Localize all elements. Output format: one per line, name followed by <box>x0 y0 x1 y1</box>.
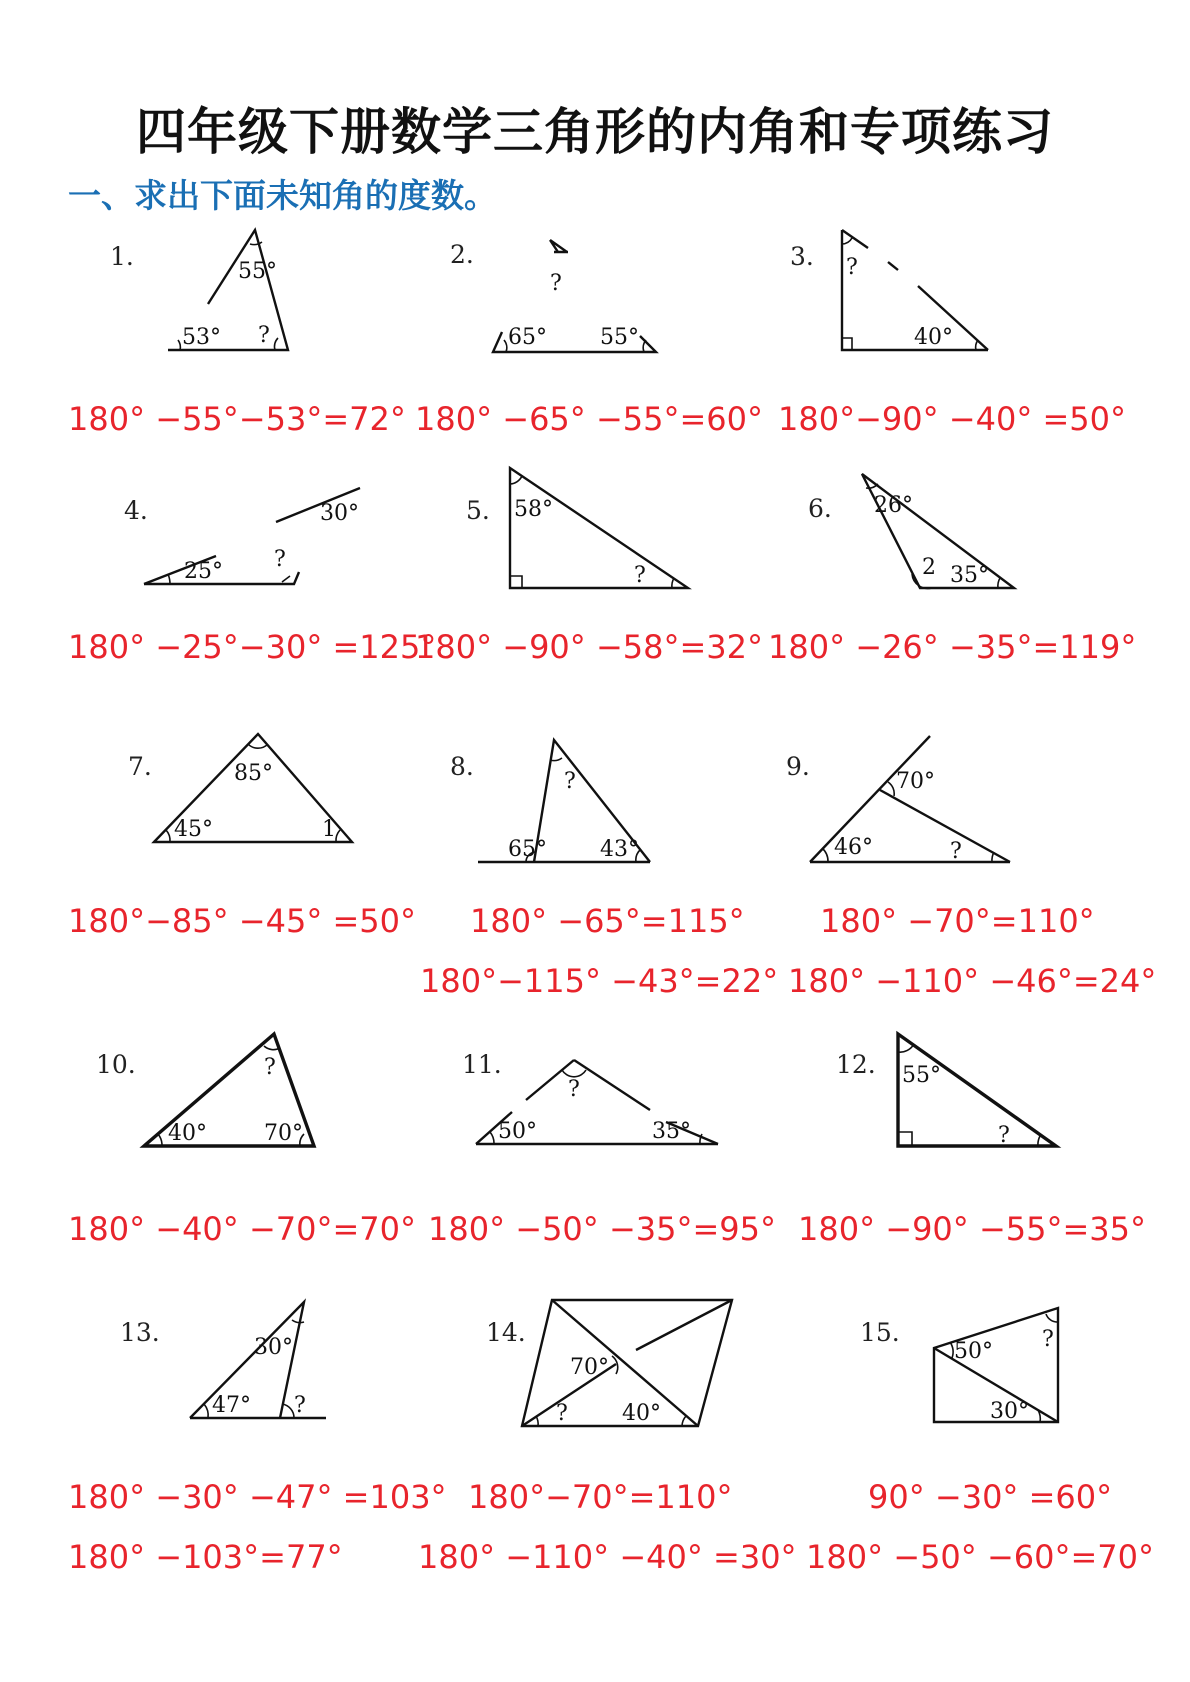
answer: 180° −110° −40° =30° <box>418 1538 797 1576</box>
angle-label: 65° <box>508 837 547 862</box>
triangle-figure <box>128 730 368 850</box>
problem-number: 10. <box>96 1050 136 1079</box>
angle-label: 53° <box>182 325 221 350</box>
answer: 180° −40° −70°=70° <box>68 1210 417 1248</box>
angle-label: ? <box>998 1123 1010 1148</box>
angle-label: 45° <box>174 817 213 842</box>
angle-label: ? <box>264 1055 276 1080</box>
angle-label: 46° <box>834 835 873 860</box>
triangle-figure <box>110 228 350 358</box>
problem-number: 4. <box>124 496 148 525</box>
angle-label: 65° <box>508 325 547 350</box>
answer: 180° −103°=77° <box>68 1538 343 1576</box>
angle-label: 30° <box>254 1335 293 1360</box>
angle-label: 55° <box>238 259 277 284</box>
angle-label: 1 <box>322 817 336 842</box>
problem-12 <box>836 1030 1076 1160</box>
problem-6 <box>808 470 1038 595</box>
triangle-figure <box>466 464 706 594</box>
answer: 180° −65°=115° <box>470 902 745 940</box>
problem-10 <box>96 1030 336 1160</box>
angle-label: 50° <box>954 1339 993 1364</box>
problem-8 <box>450 730 680 870</box>
angle-label: ? <box>274 547 286 572</box>
angle-label: 70° <box>264 1121 303 1146</box>
triangle-figure <box>790 228 1030 358</box>
angle-label: ? <box>950 839 962 864</box>
angle-label: 55° <box>600 325 639 350</box>
problem-2 <box>450 228 700 358</box>
angle-label: 30° <box>320 501 359 526</box>
angle-label: ? <box>294 1393 306 1418</box>
angle-label: ? <box>556 1401 568 1426</box>
angle-label: ? <box>550 271 562 296</box>
angle-label: 47° <box>212 1393 251 1418</box>
angle-label: 58° <box>514 497 553 522</box>
problem-number: 1. <box>110 242 134 271</box>
angle-label: 35° <box>652 1119 691 1144</box>
problem-number: 7. <box>128 752 152 781</box>
page-title: 四年级下册数学三角形的内角和专项练习 <box>136 103 1054 161</box>
problem-number: 6. <box>808 494 832 523</box>
angle-label: 55° <box>902 1063 941 1088</box>
answer: 180° −30° −47° =103° <box>68 1478 447 1516</box>
triangle-figure <box>120 1300 340 1430</box>
angle-label: 35° <box>950 563 989 588</box>
answer: 180°−85° −45° =50° <box>68 902 417 940</box>
problem-7 <box>128 730 368 850</box>
angle-label: ? <box>564 769 576 794</box>
angle-label: 25° <box>184 559 223 584</box>
problem-4 <box>124 470 384 590</box>
problem-number: 9. <box>786 752 810 781</box>
problem-1 <box>110 228 350 358</box>
answer: 90° −30° =60° <box>868 1478 1113 1516</box>
answer: 180° −26° −35°=119° <box>768 628 1137 666</box>
angle-label: 70° <box>570 1355 609 1380</box>
angle-label: ? <box>634 563 646 588</box>
angle-label: 40° <box>168 1121 207 1146</box>
angle-label: 2 <box>922 555 936 580</box>
section-heading: 一、求出下面未知角的度数。 <box>68 176 497 215</box>
problem-11 <box>462 1030 722 1160</box>
angle-label: 85° <box>234 761 273 786</box>
triangle-figure <box>450 228 700 358</box>
angle-label: ? <box>846 255 858 280</box>
triangle-figure <box>462 1030 722 1160</box>
answer: 180°−115° −43°=22° <box>420 962 779 1000</box>
angle-label: 30° <box>990 1399 1029 1424</box>
answer: 180° −65° −55°=60° <box>415 400 764 438</box>
triangle-figure <box>836 1030 1076 1160</box>
answer: 180° −90° −55°=35° <box>798 1210 1147 1248</box>
problem-number: 3. <box>790 242 814 271</box>
problem-number: 14. <box>486 1318 526 1347</box>
problem-14 <box>486 1294 736 1434</box>
angle-label: 40° <box>622 1401 661 1426</box>
angle-label: 43° <box>600 837 639 862</box>
answer: 180° −70°=110° <box>820 902 1095 940</box>
angle-label: 50° <box>498 1119 537 1144</box>
parallelogram-figure <box>486 1294 736 1434</box>
problem-number: 15. <box>860 1318 900 1347</box>
quadrilateral-figure <box>860 1300 1070 1430</box>
problem-number: 13. <box>120 1318 160 1347</box>
problem-13 <box>120 1300 340 1430</box>
triangle-figure <box>124 470 384 590</box>
problem-15 <box>860 1300 1070 1430</box>
answer: 180°−70°=110° <box>468 1478 733 1516</box>
angle-label: ? <box>568 1077 580 1102</box>
triangle-figure <box>786 730 1026 870</box>
problem-9 <box>786 730 1026 870</box>
answer: 180° −50° −60°=70° <box>806 1538 1155 1576</box>
triangle-figure <box>450 730 680 870</box>
problem-number: 11. <box>462 1050 502 1079</box>
answer: 180° −90° −58°=32° <box>415 628 764 666</box>
answer: 180° −55°−53°=72° <box>68 400 406 438</box>
problem-number: 8. <box>450 752 474 781</box>
triangle-figure <box>808 470 1038 595</box>
angle-label: 40° <box>914 325 953 350</box>
answer: 180° −50° −35°=95° <box>428 1210 777 1248</box>
problem-number: 5. <box>466 496 490 525</box>
triangle-figure <box>96 1030 336 1160</box>
problem-3 <box>790 228 1030 358</box>
problem-number: 2. <box>450 240 474 269</box>
angle-label: 70° <box>896 769 935 794</box>
problem-number: 12. <box>836 1050 876 1079</box>
answer: 180° −110° −46°=24° <box>788 962 1157 1000</box>
problem-5 <box>466 464 706 594</box>
angle-label: ? <box>1042 1327 1054 1352</box>
angle-label: ? <box>258 323 270 348</box>
angle-label: 26° <box>874 493 913 518</box>
answer: 180° −25°−30° =125° <box>68 628 437 666</box>
answer: 180°−90° −40° =50° <box>778 400 1127 438</box>
